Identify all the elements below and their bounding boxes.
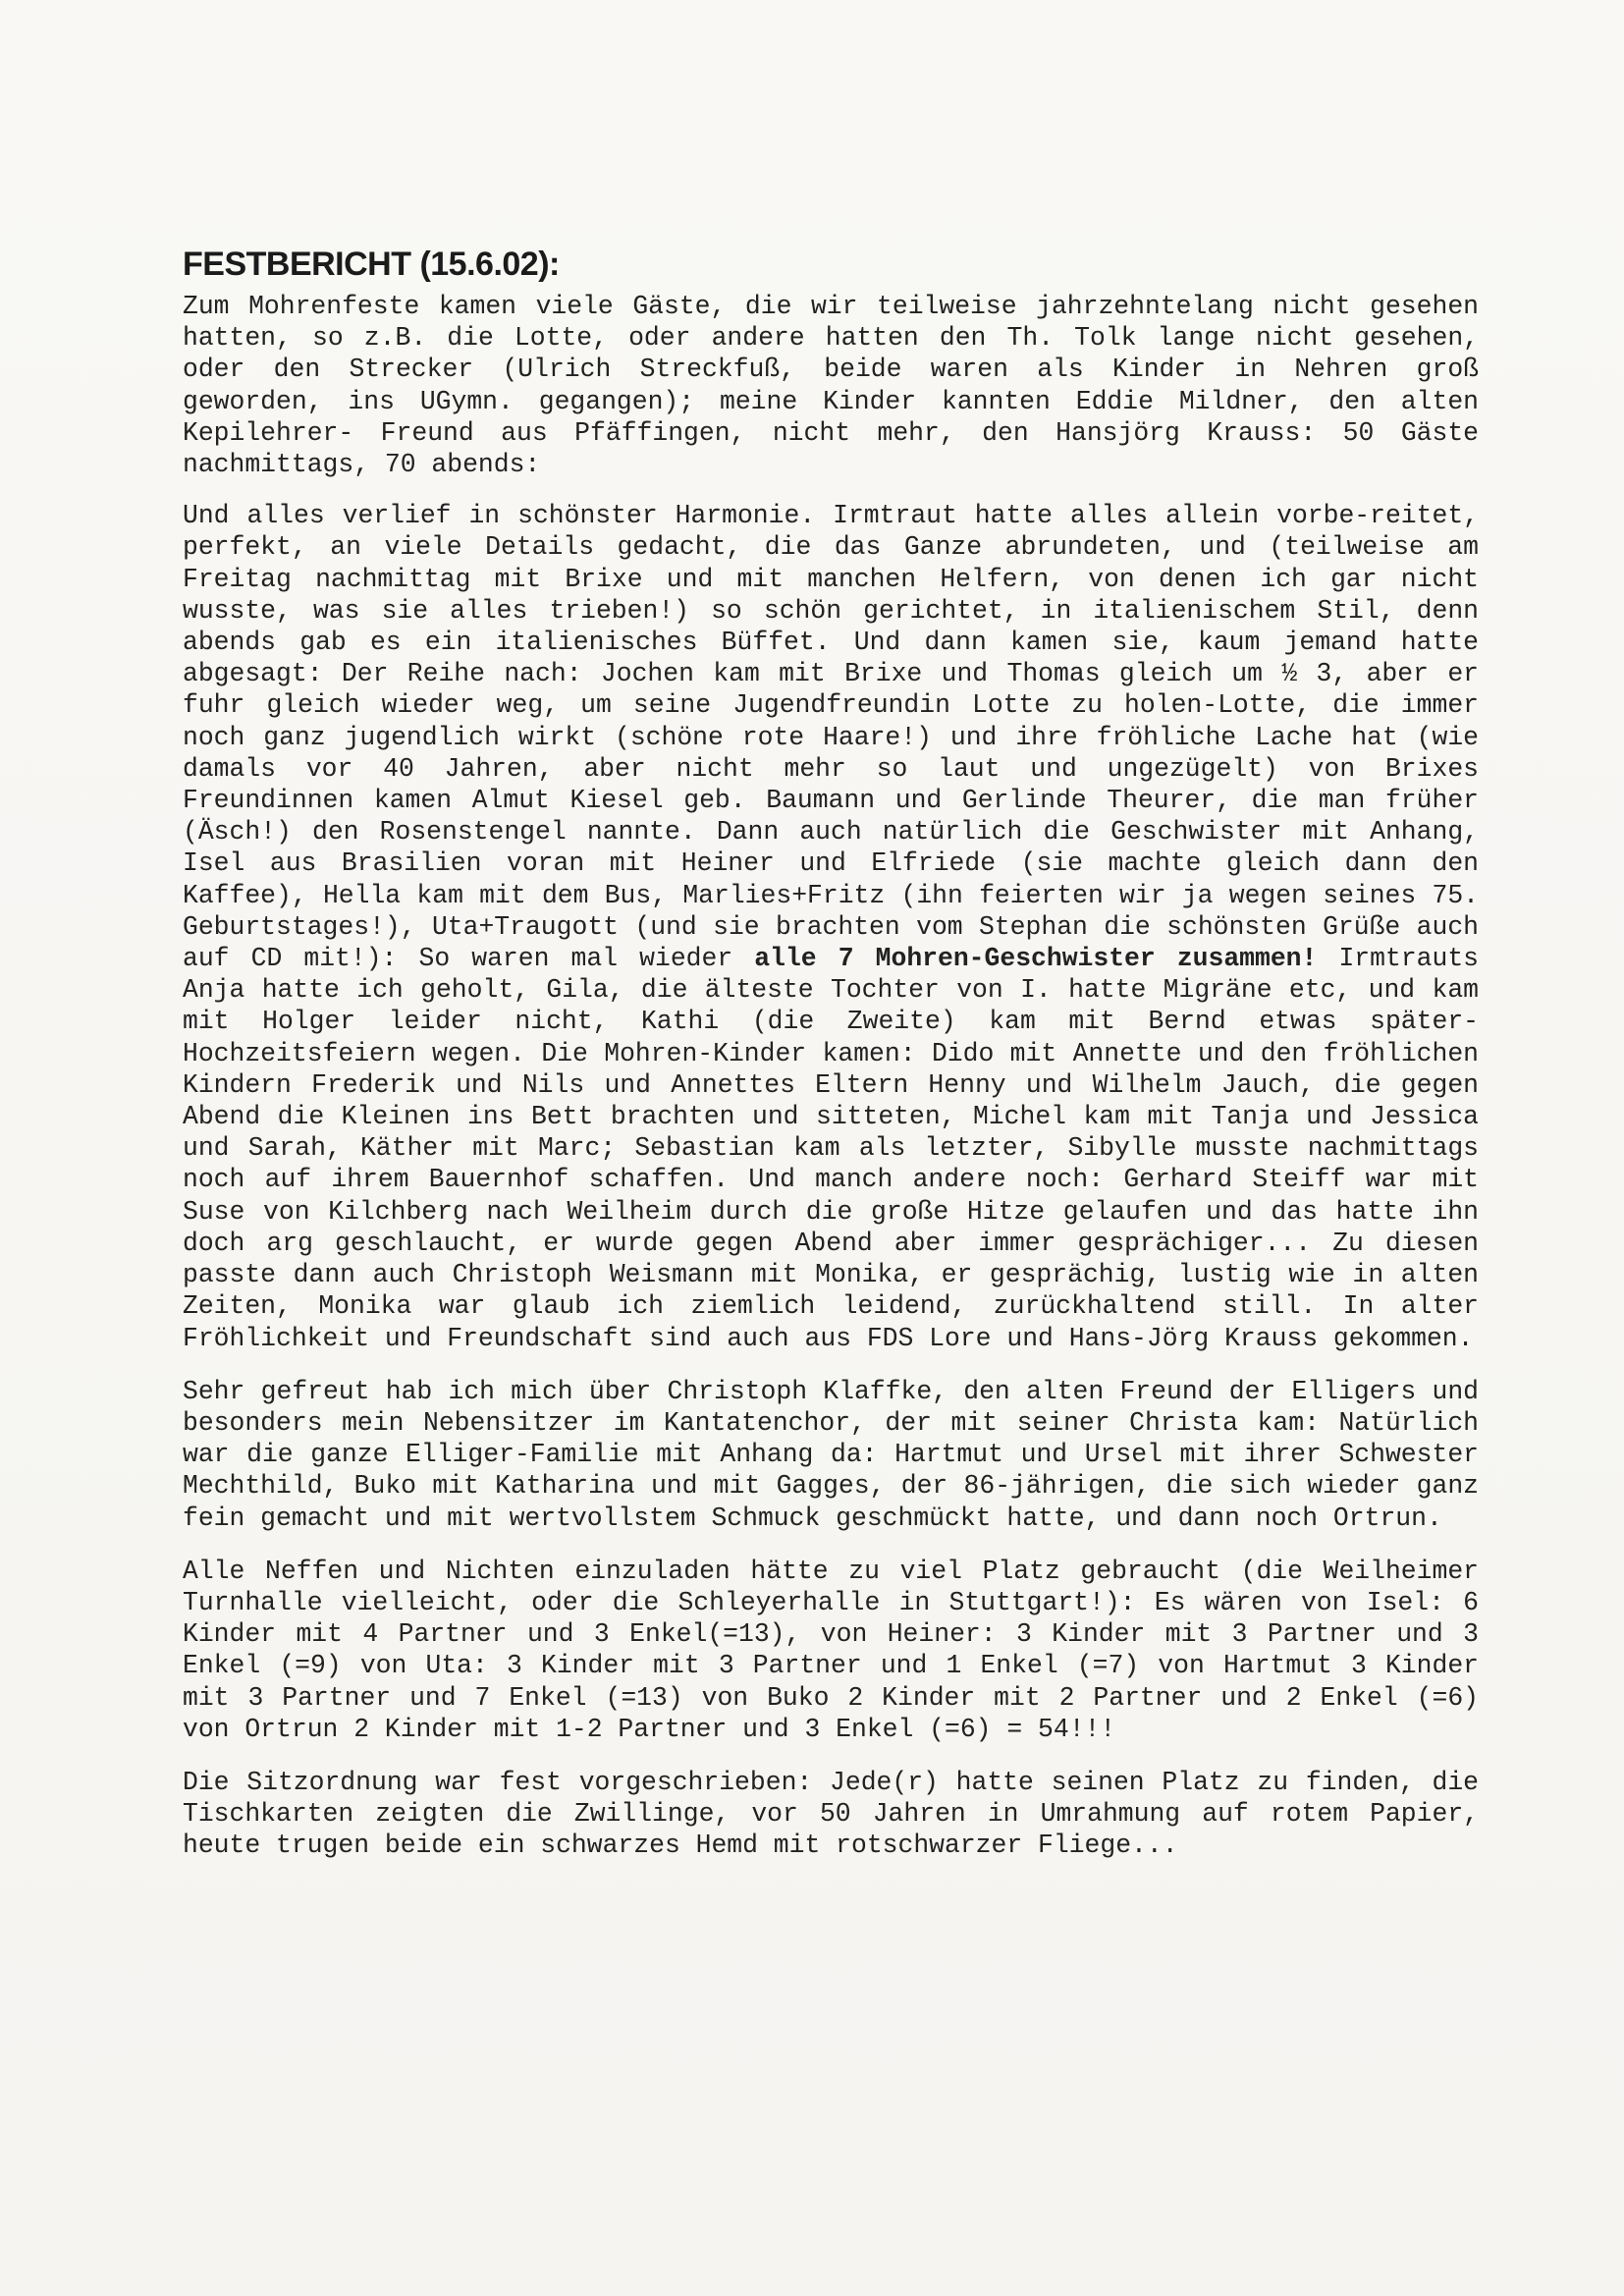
paragraph-harmony-text-after: Irmtrauts Anja hatte ich geholt, Gila, die älteste Tochter von I. hatte Migräne etc, und kam mit Holger leider nicht, Kathi (die Zweite) kam mit Bernd etwas später-Hochzeitsfeiern wegen. Die Mohren-Kinder kamen: Dido mit Annette und den fröhlichen Kindern Frederik und Nils und Annettes Eltern Henny und Wilhelm Jauch, die gegen Abend die Kleinen ins Bett brachten und sitteten, Michel kam mit Tanja und Jessica und Sarah, Käther mit Marc; Sebastian kam als letzter, Sibylle musste nachmittags noch auf ihrem Bauernhof schaffen. Und manch andere noch: Gerhard Steiff war mit Suse von Kilchberg nach Weilheim durch die große Hitze gelaufen und das hatte ihn doch arg geschlaucht, er wurde gegen Abend aber immer gesprächiger... Zu diesen passte dann auch Christoph Weismann mit Monika, er gesprächig, lustig wie in alten Zeiten, Monika war glaub ich ziemlich leidend, zurückhaltend still. In alter Fröhlichkeit und Freundschaft sind auch aus FDS Lore und Hans-Jörg Krauss gekommen.	[183, 944, 1480, 1353]
paragraph-guests-intro: Zum Mohrenfeste kamen viele Gäste, die wir teilweise jahrzehntelang nicht gesehen hatten, so z.B. die Lotte, oder andere hatten den Th. Tolk lange nicht gesehen, oder den Strecker (Ulrich Streckfuß, beide waren als Kinder in Nehren groß geworden, ins UGymn. gegangen); meine Kinder kannten Eddie Mildner, den alten Kepilehrer- Freund aus Pfäffingen, nicht mehr, den Hansjörg Krauss: 50 Gäste nachmittags, 70 abends:	[183, 292, 1479, 480]
paragraph-klaffke: Sehr gefreut hab ich mich über Christoph Klaffke, den alten Freund der Elligers und besonders mein Nebensitzer im Kantatenchor, der mit seiner Christa kam: Natürlich war die ganze Elliger-Familie mit Anhang da: Hartmut und Ursel mit ihrer Schwester Mechthild, Buko mit Katharina und mit Gagges, der 86-jährigen, die sich wieder ganz fein gemacht und mit wertvollstem Schmuck geschmückt hatte, und dann noch Ortrun.	[183, 1376, 1479, 1533]
paragraph-seating: Die Sitzordnung war fest vorgeschrieben: Jede(r) hatte seinen Platz zu finden, die Tischkarten zeigten die Zwillinge, vor 50 Jahren in Umrahmung auf rotem Papier, heute trugen beide ein schwarzes Hemd mit rotschwarzer Fliege...	[183, 1767, 1479, 1861]
paragraph-harmony-bold-text: alle 7 Mohren-Geschwister zusammen!	[754, 944, 1318, 974]
document-title: FESTBERICHT (15.6.02):	[183, 246, 560, 283]
paragraph-nephews-nieces: Alle Neffen und Nichten einzuladen hätte zu viel Platz gebraucht (die Weilheimer Turnhalle vielleicht, oder die Schleyerhalle in Stuttgart!): Es wären von Isel: 6 Kinder mit 4 Partner und 3 Enkel(=13), von Heiner: 3 Kinder mit 3 Partner und 3 Enkel (=9) von Uta: 3 Kinder mit 3 Partner und 1 Enkel (=7) von Hartmut 3 Kinder mit 3 Partner und 7 Enkel (=13) von Buko 2 Kinder mit 2 Partner und 2 Enkel (=6) von Ortrun 2 Kinder mit 1-2 Partner und 3 Enkel (=6) = 54!!!	[183, 1556, 1479, 1744]
paragraph-harmony	[183, 500, 1479, 1353]
document-body	[183, 244, 1479, 1862]
paragraph-harmony-text-before: Und alles verlief in schönster Harmonie. Irmtraut hatte alles allein vorbe-reitet, perfekt, an viele Details gedacht, die das Ganze abrundeten, und (teilweise am Freitag nachmittag mit Brixe und mit manchen Helfern, von denen ich gar nicht wusste, was sie alles trieben!) so schön gerichtet, in italienischem Stil, denn abends gab es ein italienisches Büffet. Und dann kamen sie, kaum jemand hatte abgesagt: Der Reihe nach: Jochen kam mit Brixe und Thomas gleich um ½ 3, aber er fuhr gleich wieder weg, um seine Jugendfreundin Lotte zu holen-Lotte, die immer noch ganz jugendlich wirkt (schöne rote Haare!) und ihre fröhliche Lache hat (wie damals vor 40 Jahren, aber nicht mehr so laut und ungezügelt) von Brixes Freundinnen kamen Almut Kiesel geb. Baumann und Gerlinde Theurer, die man früher (Äsch!) den Rosenstengel nannte. Dann auch natürlich die Geschwister mit Anhang, Isel aus Brasilien voran mit Heiner und Elfriede (sie machte gleich dann den Kaffee), Hella kam mit dem Bus, Marlies+Fritz (ihn feierten wir ja wegen seines 75. Geburtstages!), Uta+Traugott (und sie brachten vom Stephan die schönsten Grüße auch auf CD mit!): So waren mal wieder	[183, 501, 1479, 974]
